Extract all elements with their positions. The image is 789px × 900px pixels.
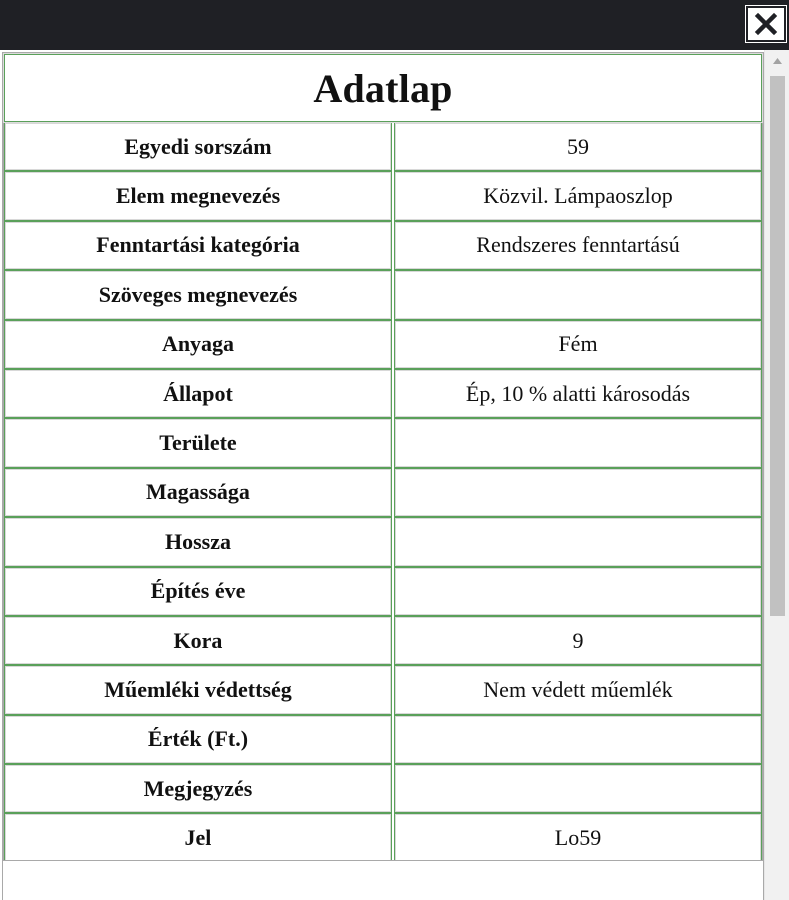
- row-label: Anyaga: [4, 320, 392, 369]
- datasheet-footer-cell: [2, 860, 764, 900]
- row-label: Magassága: [4, 468, 392, 517]
- row-value: [394, 517, 762, 566]
- table-row: [4, 567, 762, 616]
- table-row: [4, 764, 762, 813]
- row-label: Állapot: [4, 369, 392, 418]
- table-row: [4, 122, 762, 171]
- row-value: Lo59: [394, 813, 762, 862]
- datasheet-rows: [4, 122, 762, 863]
- row-label: Fenntartási kategória: [4, 221, 392, 270]
- table-row: [4, 665, 762, 714]
- row-value: [394, 764, 762, 813]
- row-value: [394, 418, 762, 467]
- row-value: [394, 567, 762, 616]
- close-icon: [754, 12, 778, 36]
- table-row: [4, 468, 762, 517]
- row-label: Érték (Ft.): [4, 715, 392, 764]
- table-row: [4, 517, 762, 566]
- arrow-up-icon: [773, 58, 782, 64]
- table-row: [4, 369, 762, 418]
- row-label: Hossza: [4, 517, 392, 566]
- table-row: [4, 813, 762, 862]
- table-row: [4, 270, 762, 319]
- row-value: 59: [394, 122, 762, 171]
- datasheet-table: [2, 52, 764, 863]
- row-label: Egyedi sorszám: [4, 122, 392, 171]
- row-value: Rendszeres fenntartású: [394, 221, 762, 270]
- row-label: Műemléki védettség: [4, 665, 392, 714]
- table-row: [4, 171, 762, 220]
- close-button[interactable]: [746, 6, 786, 42]
- datasheet-panel: [0, 50, 764, 900]
- row-value: 9: [394, 616, 762, 665]
- row-value: Nem védett műemlék: [394, 665, 762, 714]
- table-row: [4, 320, 762, 369]
- table-row: [4, 616, 762, 665]
- row-label: Jel: [4, 813, 392, 862]
- row-value: [394, 468, 762, 517]
- table-row: [4, 715, 762, 764]
- row-value: [394, 270, 762, 319]
- row-label: Szöveges megnevezés: [4, 270, 392, 319]
- row-label: Építés éve: [4, 567, 392, 616]
- row-label: Területe: [4, 418, 392, 467]
- row-value: Fém: [394, 320, 762, 369]
- scrollbar-thumb[interactable]: [770, 76, 785, 616]
- table-row: [4, 418, 762, 467]
- row-value: [394, 715, 762, 764]
- row-value: Közvil. Lámpaoszlop: [394, 171, 762, 220]
- table-row: [4, 221, 762, 270]
- vertical-scrollbar[interactable]: [764, 50, 789, 900]
- row-label: Elem megnevezés: [4, 171, 392, 220]
- row-label: Kora: [4, 616, 392, 665]
- row-value: Ép, 10 % alatti károsodás: [394, 369, 762, 418]
- datasheet-title-cell: [4, 54, 762, 122]
- page-title: Adatlap: [313, 65, 453, 111]
- window-titlebar: [0, 0, 789, 50]
- row-label: Megjegyzés: [4, 764, 392, 813]
- scroll-up-button[interactable]: [765, 50, 789, 72]
